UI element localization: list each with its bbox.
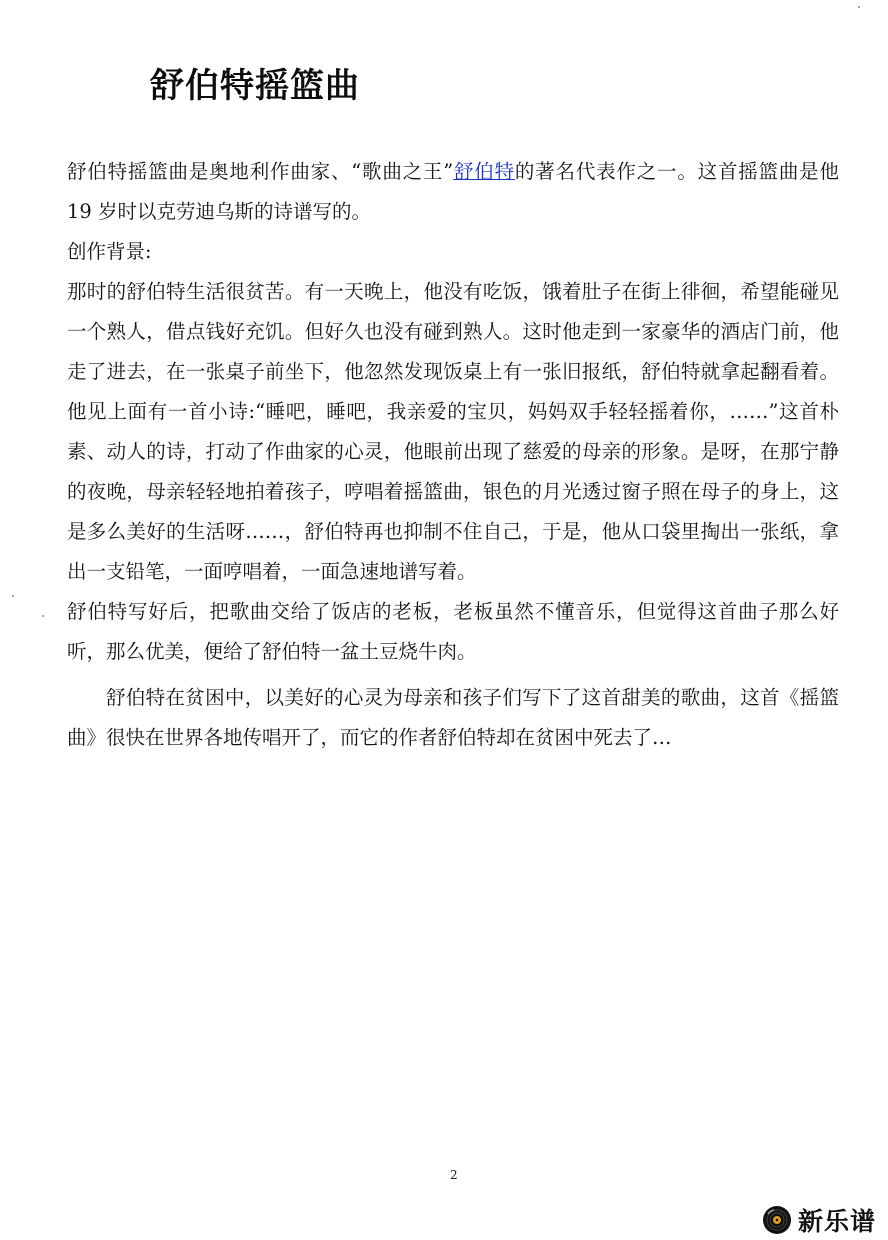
page-title: 舒伯特摇篮曲 xyxy=(150,66,360,106)
logo-text: 新乐谱 xyxy=(798,1207,877,1236)
paragraph-conclusion: 舒伯特在贫困中，以美好的心灵为母亲和孩子们写下了这首甜美的歌曲，这首《摇篮曲》很快在世界各地传唱开了，而它的作者舒伯特却在贫困中死去了… xyxy=(67,686,839,749)
intro-text-before-link: 舒伯特摇篮曲是奥地利作曲家、“歌曲之王” xyxy=(67,160,454,183)
paragraph-background-heading: 创作背景: xyxy=(67,240,152,263)
vinyl-record-icon xyxy=(762,1205,792,1235)
article-body xyxy=(67,152,839,758)
intro-text-after-link: 的著名代表作之一。这首摇篮曲是他 19 岁时以克劳迪乌斯的诗谱写的。 xyxy=(67,160,839,223)
scan-speck xyxy=(42,615,44,617)
schubert-link[interactable]: 舒伯特 xyxy=(453,160,515,183)
page-number: 2 xyxy=(450,1168,458,1182)
site-logo xyxy=(762,1203,876,1237)
paragraph-intro xyxy=(67,152,839,232)
paragraph-story: 那时的舒伯特生活很贫苦。有一天晚上，他没有吃饭，饿着肚子在街上徘徊，希望能碰见一个熟人，借点钱好充饥。但好久也没有碰到熟人。这时他走到一家豪华的酒店门前，他走了进去，在一张桌子前坐下，他忽然发现饭桌上有一张旧报纸，舒伯特就拿起翻看着。他见上面有一首小诗:“睡吧，睡吧，我亲爱的宝贝，妈妈双手轻轻摇着你，……”这首朴素、动人的诗，打动了作曲家的心灵，他眼前出现了慈爱的母亲的形象。是呀，在那宁静的夜晚，母亲轻轻地拍着孩子，哼唱着摇篮曲，银色的月光透过窗子照在母子的身上，这是多么美好的生活呀……，舒伯特再也抑制不住自己，于是，他从口袋里掏出一张纸，拿出一支铅笔，一面哼唱着，一面急速地谱写着。 xyxy=(67,280,839,583)
scan-speck xyxy=(12,595,14,597)
paragraph-reward: 舒伯特写好后，把歌曲交给了饭店的老板，老板虽然不懂音乐，但觉得这首曲子那么好听，那么优美，便给了舒伯特一盆土豆烧牛肉。 xyxy=(67,600,839,663)
scan-speck xyxy=(858,6,860,8)
